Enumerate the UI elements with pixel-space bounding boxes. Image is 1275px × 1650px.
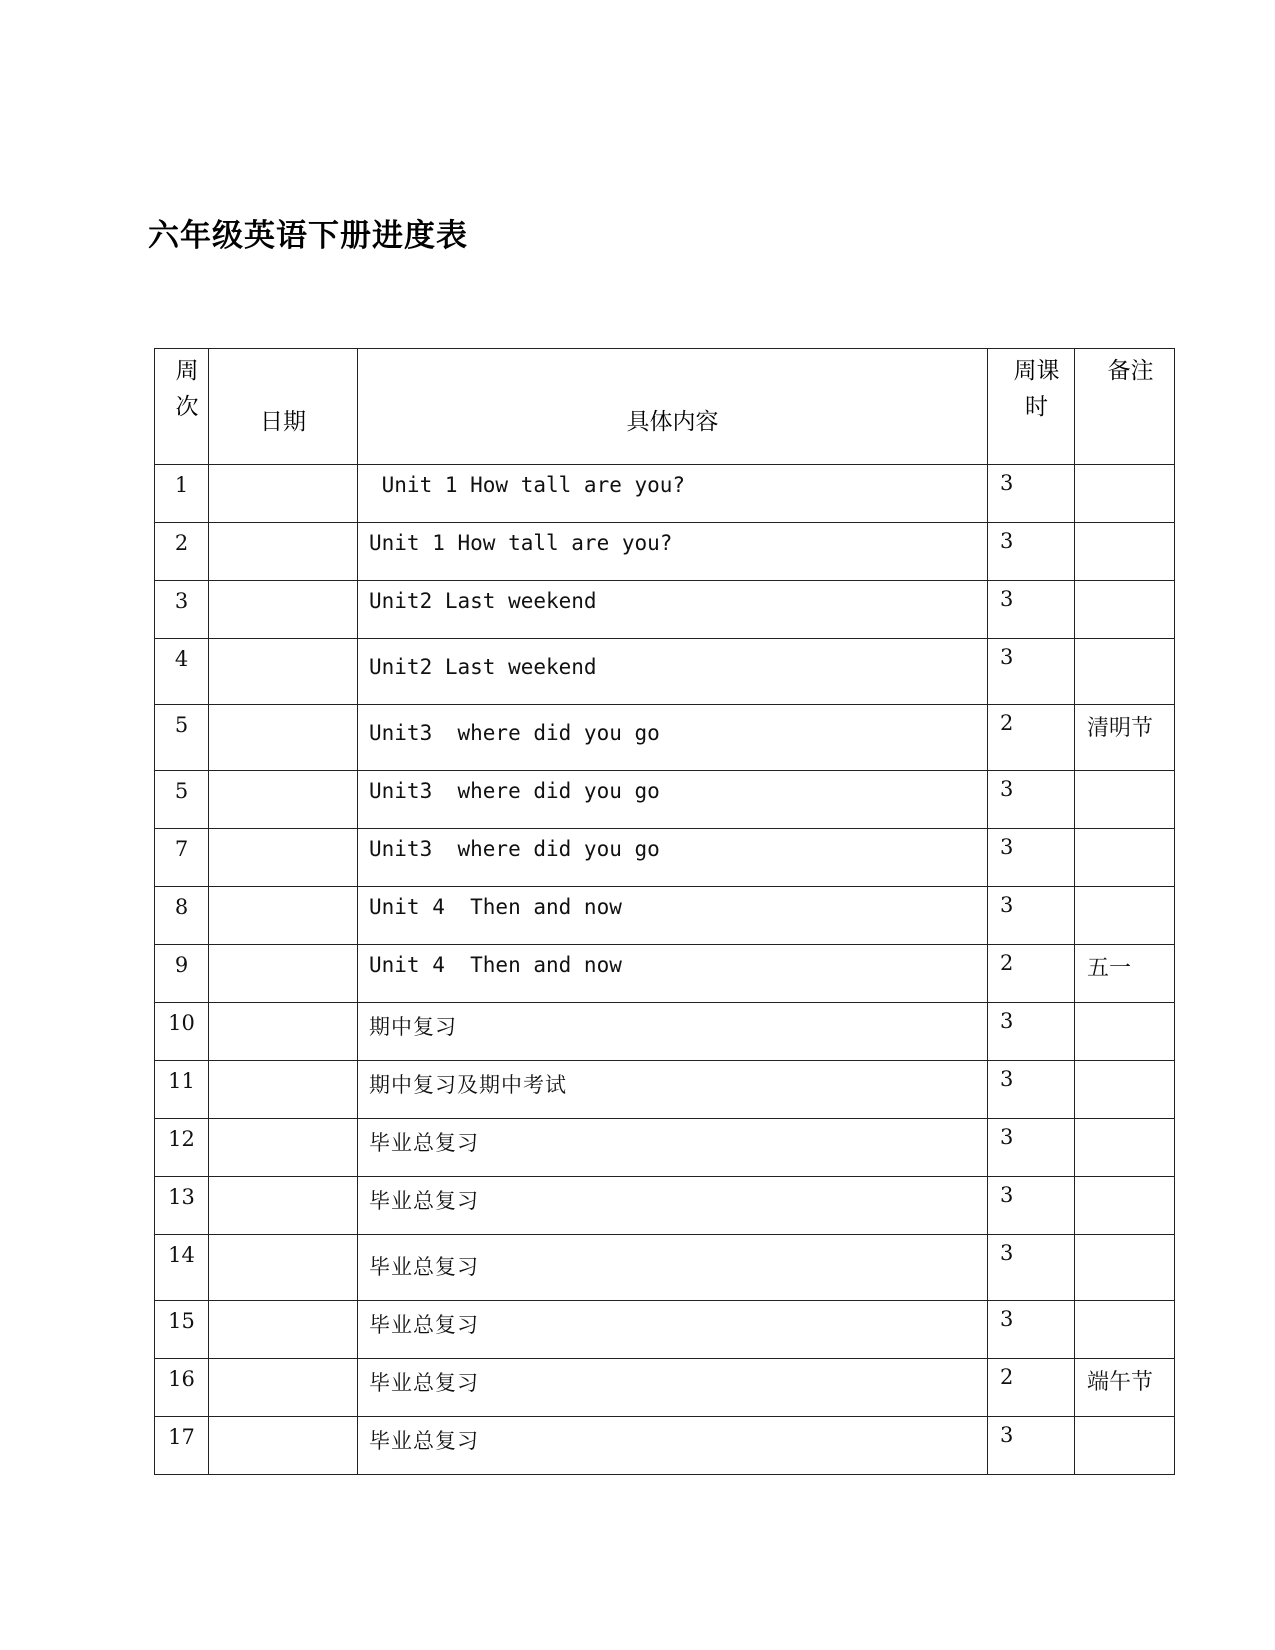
- table-header-row: [155, 349, 1175, 465]
- hours-cell: 3: [988, 887, 1075, 945]
- date-cell: [209, 1119, 358, 1177]
- hours-cell: 3: [988, 1177, 1075, 1235]
- header-week-line2: 次: [175, 394, 199, 420]
- note-cell: [1075, 1235, 1175, 1301]
- note-cell: [1075, 1417, 1175, 1475]
- table-row: [155, 581, 1175, 639]
- week-cell: 7: [155, 829, 209, 887]
- table-row: [155, 887, 1175, 945]
- table-row: [155, 1003, 1175, 1061]
- hours-cell: 3: [988, 771, 1075, 829]
- content-cell: 毕业总复习: [358, 1177, 988, 1235]
- note-cell: [1075, 1177, 1175, 1235]
- page-title: 六年级英语下册进度表: [148, 218, 468, 254]
- hours-cell: 3: [988, 1119, 1075, 1177]
- date-cell: [209, 581, 358, 639]
- week-cell: 2: [155, 523, 209, 581]
- header-hours-line2: 时: [1025, 394, 1048, 420]
- week-cell: 13: [155, 1177, 209, 1235]
- table-row: [155, 1177, 1175, 1235]
- hours-cell: 2: [988, 705, 1075, 771]
- date-cell: [209, 1177, 358, 1235]
- date-cell: [209, 1003, 358, 1061]
- week-cell: 15: [155, 1301, 209, 1359]
- table-row: [155, 465, 1175, 523]
- content-cell: Unit 4 Then and now: [358, 945, 988, 1003]
- header-week-line1: 周: [175, 358, 199, 384]
- table-row: [155, 1301, 1175, 1359]
- content-cell: 期中复习: [358, 1003, 988, 1061]
- date-cell: [209, 1235, 358, 1301]
- week-cell: 11: [155, 1061, 209, 1119]
- date-cell: [209, 1301, 358, 1359]
- hours-cell: 3: [988, 1061, 1075, 1119]
- note-cell: [1075, 1119, 1175, 1177]
- note-cell: [1075, 523, 1175, 581]
- hours-cell: 3: [988, 1417, 1075, 1475]
- header-hours: [988, 349, 1075, 465]
- week-cell: 12: [155, 1119, 209, 1177]
- week-cell: 4: [155, 639, 209, 705]
- note-cell: 端午节: [1075, 1359, 1175, 1417]
- note-cell: [1075, 829, 1175, 887]
- note-cell: 清明节: [1075, 705, 1175, 771]
- week-cell: 10: [155, 1003, 209, 1061]
- week-cell: 5: [155, 705, 209, 771]
- note-cell: [1075, 1061, 1175, 1119]
- table-row: [155, 1061, 1175, 1119]
- content-cell: Unit3 where did you go: [358, 705, 988, 771]
- table-row: [155, 523, 1175, 581]
- note-cell: [1075, 771, 1175, 829]
- table-row: [155, 1417, 1175, 1475]
- hours-cell: 2: [988, 1359, 1075, 1417]
- table-row: [155, 1235, 1175, 1301]
- hours-cell: 3: [988, 1003, 1075, 1061]
- date-cell: [209, 1359, 358, 1417]
- hours-cell: 2: [988, 945, 1075, 1003]
- note-cell: [1075, 465, 1175, 523]
- content-cell: Unit2 Last weekend: [358, 639, 988, 705]
- date-cell: [209, 705, 358, 771]
- header-content: 具体内容: [358, 349, 988, 465]
- header-date: 日期: [209, 349, 358, 465]
- week-cell: 9: [155, 945, 209, 1003]
- content-cell: Unit3 where did you go: [358, 829, 988, 887]
- content-cell: 毕业总复习: [358, 1301, 988, 1359]
- hours-cell: 3: [988, 465, 1075, 523]
- week-cell: 17: [155, 1417, 209, 1475]
- note-cell: [1075, 581, 1175, 639]
- content-cell: 毕业总复习: [358, 1119, 988, 1177]
- date-cell: [209, 771, 358, 829]
- note-cell: [1075, 639, 1175, 705]
- content-cell: Unit 1 How tall are you?: [358, 523, 988, 581]
- date-cell: [209, 829, 358, 887]
- content-cell: 毕业总复习: [358, 1235, 988, 1301]
- note-cell: [1075, 1003, 1175, 1061]
- content-cell: 毕业总复习: [358, 1417, 988, 1475]
- table-row: [155, 1119, 1175, 1177]
- date-cell: [209, 887, 358, 945]
- schedule-table: [154, 348, 1175, 1475]
- content-cell: 期中复习及期中考试: [358, 1061, 988, 1119]
- date-cell: [209, 639, 358, 705]
- content-cell: 毕业总复习: [358, 1359, 988, 1417]
- week-cell: 14: [155, 1235, 209, 1301]
- date-cell: [209, 945, 358, 1003]
- date-cell: [209, 523, 358, 581]
- table-row: [155, 829, 1175, 887]
- hours-cell: 3: [988, 639, 1075, 705]
- date-cell: [209, 465, 358, 523]
- week-cell: 8: [155, 887, 209, 945]
- note-cell: [1075, 1301, 1175, 1359]
- hours-cell: 3: [988, 523, 1075, 581]
- note-cell: 五一: [1075, 945, 1175, 1003]
- date-cell: [209, 1061, 358, 1119]
- content-cell: Unit 1 How tall are you?: [358, 465, 988, 523]
- header-hours-line1: 周课: [1013, 358, 1060, 384]
- week-cell: 3: [155, 581, 209, 639]
- date-cell: [209, 1417, 358, 1475]
- hours-cell: 3: [988, 829, 1075, 887]
- table-row: [155, 945, 1175, 1003]
- content-cell: Unit2 Last weekend: [358, 581, 988, 639]
- week-cell: 5: [155, 771, 209, 829]
- table-row: [155, 1359, 1175, 1417]
- hours-cell: 3: [988, 1235, 1075, 1301]
- header-week: [155, 349, 209, 465]
- hours-cell: 3: [988, 581, 1075, 639]
- content-cell: Unit 4 Then and now: [358, 887, 988, 945]
- table-row: [155, 705, 1175, 771]
- table-row: [155, 771, 1175, 829]
- week-cell: 16: [155, 1359, 209, 1417]
- week-cell: 1: [155, 465, 209, 523]
- content-cell: Unit3 where did you go: [358, 771, 988, 829]
- table-row: [155, 639, 1175, 705]
- note-cell: [1075, 887, 1175, 945]
- hours-cell: 3: [988, 1301, 1075, 1359]
- header-note: 备注: [1075, 349, 1175, 465]
